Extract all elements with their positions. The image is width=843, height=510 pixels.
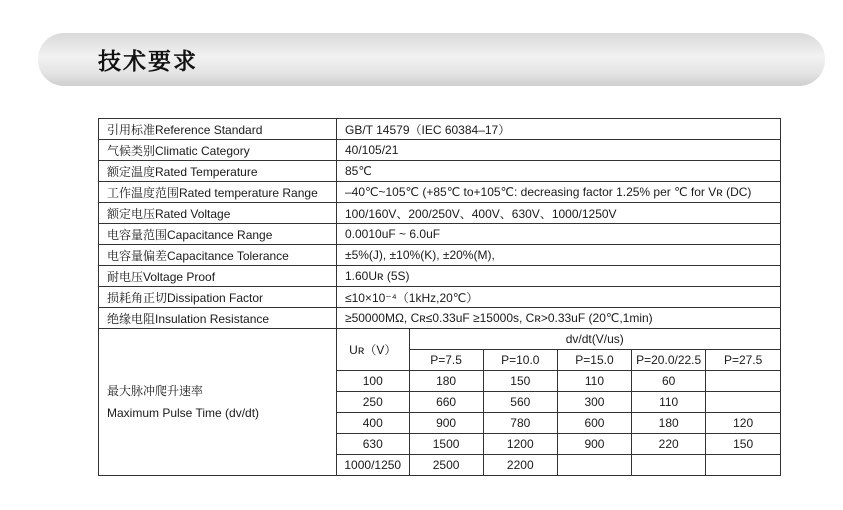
pulse-column-header: P=10.0: [483, 350, 557, 371]
spec-label: 额定电压Rated Voltage: [99, 203, 337, 224]
spec-value: 1.60Uʀ (5S): [337, 266, 781, 287]
pulse-data-row: [337, 392, 780, 413]
section-title: 技术要求: [98, 49, 198, 75]
pulse-cell: 150: [483, 371, 557, 392]
pulse-cell: 1200: [483, 434, 557, 455]
pulse-data-row: [337, 413, 780, 434]
pulse-cell: 780: [483, 413, 557, 434]
spec-value: ±5%(J), ±10%(K), ±20%(M),: [337, 245, 781, 266]
pulse-ur-value: 400: [337, 413, 409, 434]
pulse-cell: 180: [632, 413, 706, 434]
pulse-cell: 60: [632, 371, 706, 392]
spec-value: 40/105/21: [337, 140, 781, 161]
pulse-data-row: [337, 455, 780, 476]
pulse-table-cell: [337, 329, 781, 476]
pulse-cell: 300: [557, 392, 631, 413]
pulse-cell: [632, 455, 706, 476]
pulse-cell: 110: [557, 371, 631, 392]
spec-value: 85℃: [337, 161, 781, 182]
spec-label: 绝缘电阻Insulation Resistance: [99, 308, 337, 329]
spec-label: 耐电压Voltage Proof: [99, 266, 337, 287]
pulse-cell: 600: [557, 413, 631, 434]
pulse-ur-value: 250: [337, 392, 409, 413]
dvdt-header: dv/dt(V/us): [409, 329, 780, 350]
pulse-cell: 180: [409, 371, 483, 392]
pulse-cell: 1500: [409, 434, 483, 455]
spec-value: ≥50000MΩ, Cʀ≤0.33uF ≥15000s, Cʀ>0.33uF (20℃,1min): [337, 308, 781, 329]
spec-label: 电容量偏差Capacitance Tolerance: [99, 245, 337, 266]
spec-row: [99, 224, 781, 245]
pulse-ur-value: 1000/1250: [337, 455, 409, 476]
pulse-cell: [706, 371, 780, 392]
pulse-cell: [557, 455, 631, 476]
spec-row: [99, 119, 781, 140]
spec-value: 100/160V、200/250V、400V、630V、1000/1250V: [337, 203, 781, 224]
spec-row: [99, 161, 781, 182]
spec-value: –40℃~105℃ (+85℃ to+105℃: decreasing factor 1.25% per ℃ for Vʀ (DC): [337, 182, 781, 203]
pulse-label-en: Maximum Pulse Time (dv/dt): [107, 406, 260, 420]
spec-table: [98, 118, 781, 476]
spec-label: 电容量范围Capacitance Range: [99, 224, 337, 245]
pulse-column-header: P=7.5: [409, 350, 483, 371]
spec-value: 0.0010uF ~ 6.0uF: [337, 224, 781, 245]
pulse-cell: 560: [483, 392, 557, 413]
pulse-table: [337, 329, 780, 475]
pulse-cell: [706, 455, 780, 476]
pulse-ur-value: 100: [337, 371, 409, 392]
pulse-cell: 660: [409, 392, 483, 413]
pulse-label-cell: [99, 329, 337, 476]
pulse-ur-value: 630: [337, 434, 409, 455]
spec-value: ≤10×10⁻⁴（1kHz,20℃）: [337, 287, 781, 308]
pulse-cell: 900: [409, 413, 483, 434]
pulse-cell: 900: [557, 434, 631, 455]
spec-value: GB/T 14579（IEC 60384–17）: [337, 119, 781, 140]
pulse-cell: 150: [706, 434, 780, 455]
pulse-row: [99, 329, 781, 476]
pulse-label-cn: 最大脉冲爬升速率: [107, 384, 204, 398]
spec-row: [99, 182, 781, 203]
pulse-column-header: P=20.0/22.5: [632, 350, 706, 371]
pulse-header-row: [337, 329, 780, 350]
spec-row: [99, 308, 781, 329]
pulse-cell: 110: [632, 392, 706, 413]
pulse-column-header: P=27.5: [706, 350, 780, 371]
pulse-data-row: [337, 434, 780, 455]
spec-label: 损耗角正切Dissipation Factor: [99, 287, 337, 308]
pulse-cell: 220: [632, 434, 706, 455]
spec-row: [99, 287, 781, 308]
pulse-cell: [706, 392, 780, 413]
spec-label: 额定温度Rated Temperature: [99, 161, 337, 182]
spec-label: 引用标准Reference Standard: [99, 119, 337, 140]
spec-row: [99, 266, 781, 287]
pulse-data-row: [337, 371, 780, 392]
pulse-cell: 2200: [483, 455, 557, 476]
spec-label: 气候类别Climatic Category: [99, 140, 337, 161]
spec-label: 工作温度范围Rated temperature Range: [99, 182, 337, 203]
pulse-cell: 120: [706, 413, 780, 434]
pulse-column-header: P=15.0: [557, 350, 631, 371]
ur-header: Uʀ（V）: [337, 329, 409, 371]
spec-row: [99, 245, 781, 266]
spec-row: [99, 203, 781, 224]
pulse-cell: 2500: [409, 455, 483, 476]
spec-row: [99, 140, 781, 161]
